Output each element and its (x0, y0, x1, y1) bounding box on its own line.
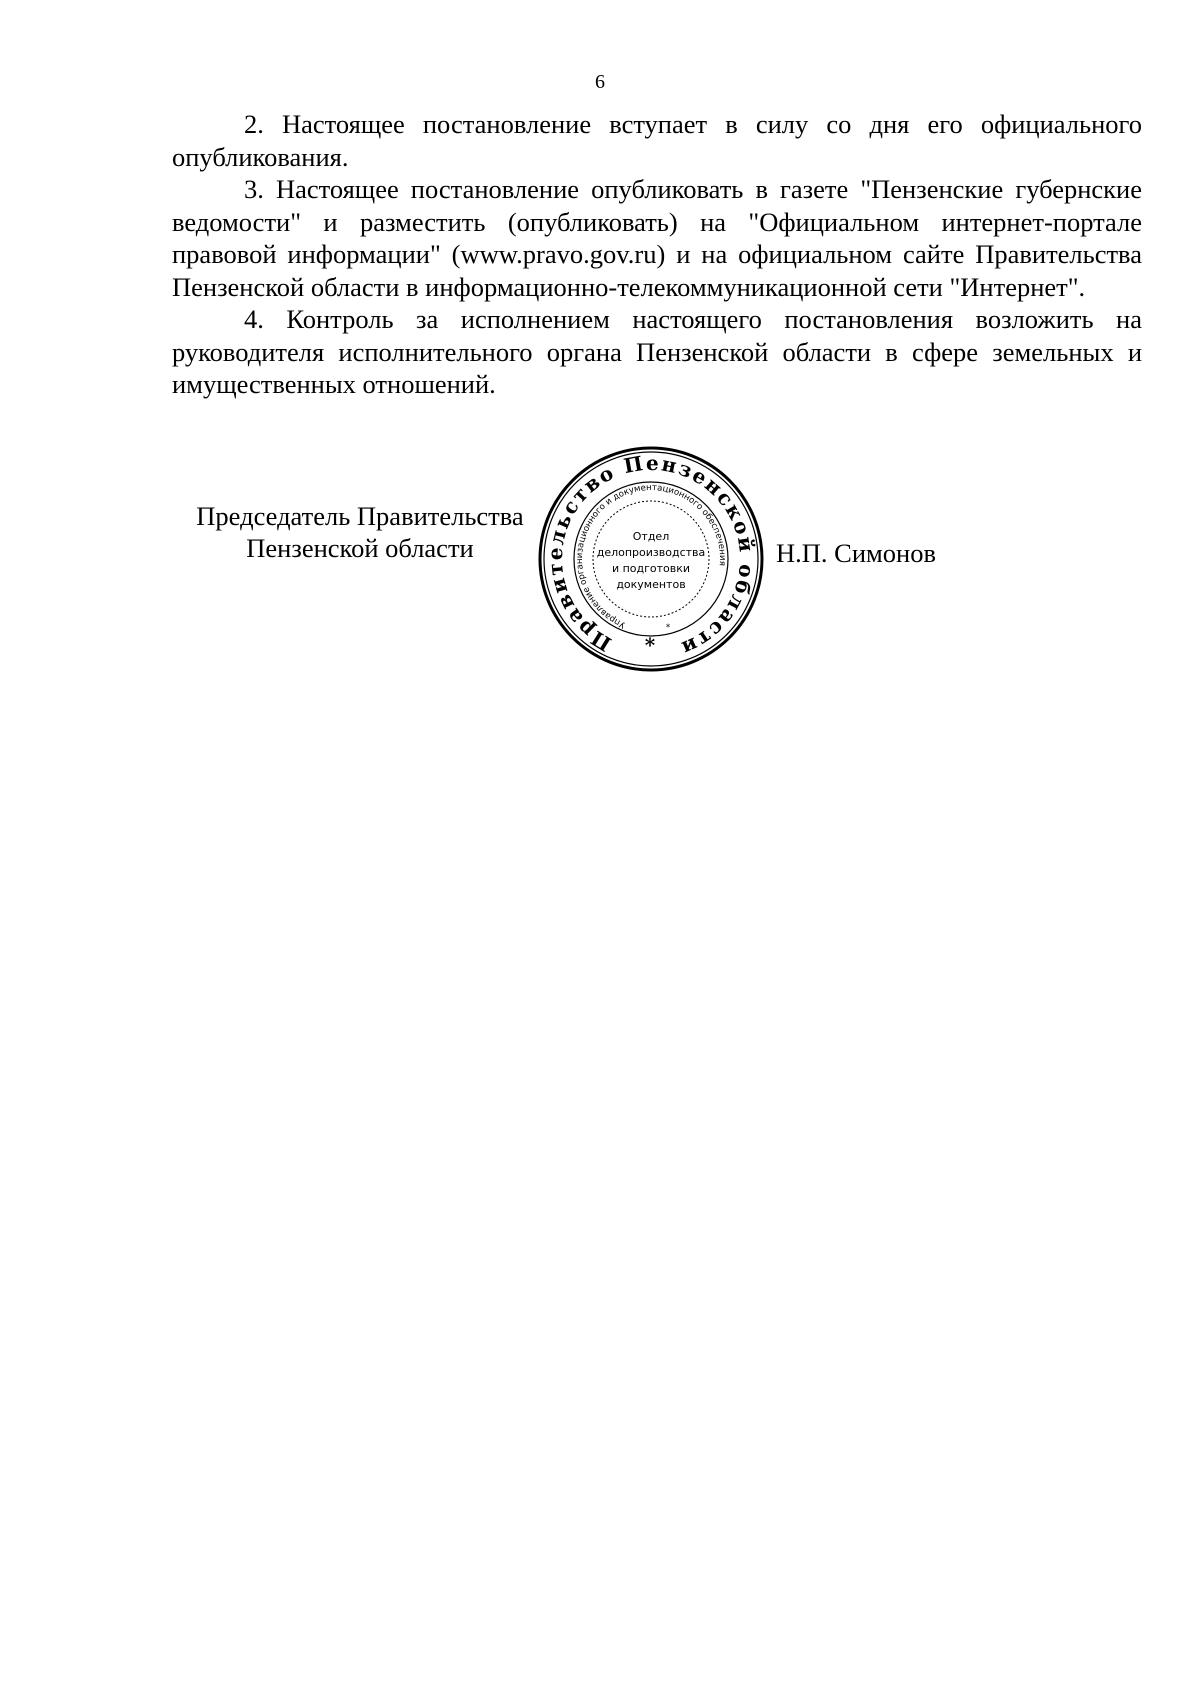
page-number: 6 (595, 71, 605, 93)
seal-inner-ring (593, 501, 709, 617)
seal-inner-text: Управление организационного и документационного обеспечения (574, 482, 728, 630)
seal-star: * (644, 633, 658, 657)
seal-center-line3: и подготовки (611, 562, 691, 575)
seal-inner-star: * (665, 623, 671, 633)
official-seal (538, 446, 764, 672)
document-body (172, 108, 1142, 401)
seal-graphic (538, 446, 764, 672)
seal-center-line4: документов (616, 578, 686, 591)
paragraph-3: 3. Настоящее постановление опубликовать в газете "Пензенские губернские ведомости" и разместить (опубликовать) на "Официальном интернет-портале правовой информации" (www.pravo.gov.ru) и на официальном сайте Правительства Пензенской области в информационно-телекоммуникационной сети "Интернет". (172, 174, 1142, 302)
signatory-position-line1: Председатель Правительства (196, 501, 524, 531)
seal-center-line2: делопроизводства (596, 546, 706, 559)
signatory-position-line2: Пензенской области (246, 533, 474, 563)
signatory-name: Н.П. Симонов (776, 538, 936, 568)
seal-center-line1: Отдел (632, 530, 670, 543)
paragraph-2: 2. Настоящее постановление вступает в силу со дня его официального опубликования. (172, 109, 1142, 172)
seal-outer-text: Правительство Пензенской области (542, 450, 760, 662)
signatory-position (180, 500, 540, 564)
seal-middle-ring (574, 482, 728, 636)
paragraph-4: 4. Контроль за исполнением настоящего постановления возложить на руководителя исполнительного органа Пензенской области в сфере земельных и имущественных отношений. (172, 304, 1142, 399)
